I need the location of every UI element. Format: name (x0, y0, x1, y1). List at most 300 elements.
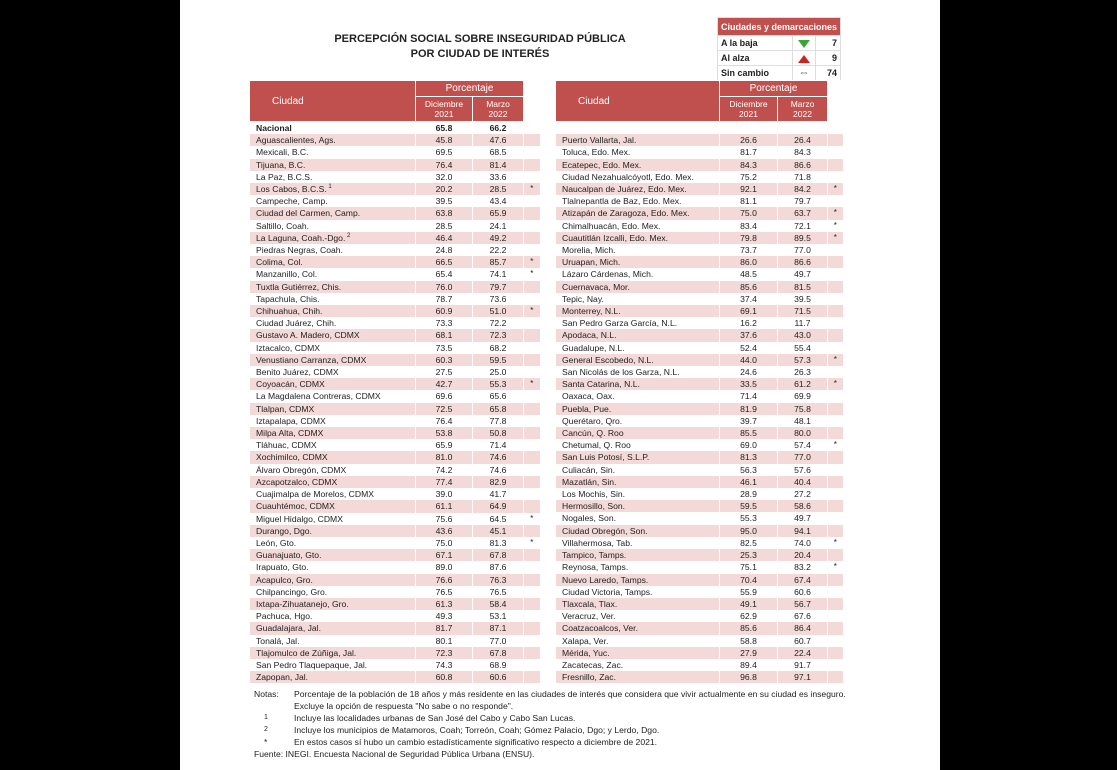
city-cell: Apodaca, N.L. (556, 329, 720, 341)
significance-mark (828, 586, 843, 598)
significance-mark (524, 439, 540, 451)
table-row (250, 171, 540, 183)
significance-mark (828, 525, 843, 537)
legend-row-down: A la baja 7 (718, 36, 841, 51)
significance-mark (524, 586, 540, 598)
march-value: 83.2 (778, 561, 828, 573)
table-row (250, 488, 540, 500)
march-value: 39.5 (778, 293, 828, 305)
significance-mark (524, 171, 540, 183)
march-value: 75.8 (778, 403, 828, 415)
december-value (720, 122, 778, 135)
march-value: 97.1 (778, 671, 828, 683)
city-cell: Iztapalapa, CDMX (250, 415, 416, 427)
table-row (556, 671, 843, 683)
table-row (250, 390, 540, 402)
notes-section (254, 688, 854, 760)
significance-mark (828, 134, 843, 146)
city-cell: Uruapan, Mich. (556, 256, 720, 268)
city-cell: Tijuana, B.C. (250, 159, 416, 171)
march-value: 53.1 (473, 610, 524, 622)
city-cell: Monterrey, N.L. (556, 305, 720, 317)
city-cell: Naucalpan de Juárez, Edo. Mex. (556, 183, 720, 195)
march-value: 81.3 (473, 537, 524, 549)
december-value: 76.5 (416, 586, 473, 598)
table-row (556, 293, 843, 305)
significance-mark (524, 500, 540, 512)
december-value: 72.3 (416, 647, 473, 659)
march-value: 77.0 (778, 451, 828, 463)
december-value: 75.0 (416, 537, 473, 549)
march-value: 43.4 (473, 195, 524, 207)
table-row (250, 378, 540, 390)
footnote-marker: 1 (326, 184, 332, 191)
table-row (250, 464, 540, 476)
table-row (250, 220, 540, 232)
table-row (556, 171, 843, 183)
december-value: 81.3 (720, 451, 778, 463)
city-cell: Zacatecas, Zac. (556, 659, 720, 671)
december-value: 48.5 (720, 268, 778, 280)
december-value: 62.9 (720, 610, 778, 622)
march-value: 43.0 (778, 329, 828, 341)
city-cell: San Nicolás de los Garza, N.L. (556, 366, 720, 378)
december-value: 16.2 (720, 317, 778, 329)
march-value: 89.5 (778, 232, 828, 244)
table-row (250, 256, 540, 268)
december-value: 77.4 (416, 476, 473, 488)
march-value: 49.7 (778, 268, 828, 280)
significance-mark (828, 415, 843, 427)
march-value: 50.8 (473, 427, 524, 439)
march-value: 28.5 (473, 183, 524, 195)
significance-mark (828, 293, 843, 305)
table-row (250, 354, 540, 366)
table-row (250, 647, 540, 659)
table-row (556, 281, 843, 293)
table-row (556, 464, 843, 476)
significance-mark (828, 671, 843, 683)
city-cell: Los Cabos, B.C.S. $^1$ (250, 183, 416, 195)
december-value: 71.4 (720, 390, 778, 402)
significance-mark (524, 451, 540, 463)
city-cell: Culiacán, Sin. (556, 464, 720, 476)
significance-mark (828, 512, 843, 524)
significance-mark (524, 122, 540, 135)
table-row (250, 195, 540, 207)
table-row (556, 622, 843, 634)
table-row (250, 366, 540, 378)
table-row (556, 488, 843, 500)
city-cell: San Pedro Garza García, N.L. (556, 317, 720, 329)
december-value: 65.9 (416, 439, 473, 451)
percent-header: Porcentaje (416, 81, 524, 97)
city-cell: Querétaro, Qro. (556, 415, 720, 427)
december-value: 76.4 (416, 415, 473, 427)
city-cell: Chilpancingo, Gro. (250, 586, 416, 598)
march-value: 63.7 (778, 207, 828, 219)
march-2022-header: Marzo 2022 (473, 97, 524, 122)
right-data-table (555, 80, 843, 683)
table-row (250, 622, 540, 634)
city-cell: Ixtapa-Zihuatanejo, Gro. (250, 598, 416, 610)
december-value: 27.9 (720, 647, 778, 659)
table-row (250, 427, 540, 439)
march-value: 67.8 (473, 647, 524, 659)
significance-mark (828, 244, 843, 256)
december-value: 37.6 (720, 329, 778, 341)
city-cell: San Luis Potosí, S.L.P. (556, 451, 720, 463)
march-value: 85.7 (473, 256, 524, 268)
december-value: 75.6 (416, 513, 473, 525)
march-value: 24.1 (473, 220, 524, 232)
march-value: 67.6 (778, 610, 828, 622)
city-cell (556, 122, 720, 135)
march-value: 77.0 (778, 244, 828, 256)
december-value: 60.8 (416, 671, 473, 683)
city-cell: Tonalá, Jal. (250, 635, 416, 647)
december-value: 75.2 (720, 171, 778, 183)
march-value: 87.6 (473, 561, 524, 573)
december-value: 81.0 (416, 451, 473, 463)
city-cell: Hermosillo, Son. (556, 500, 720, 512)
significance-mark (828, 647, 843, 659)
december-value: 61.1 (416, 500, 473, 512)
significance-mark (524, 488, 540, 500)
city-cell: Cancún, Q. Roo (556, 427, 720, 439)
table-row (556, 146, 843, 158)
city-cell: Cuauhtémoc, CDMX (250, 500, 416, 512)
city-cell: Xochimilco, CDMX (250, 451, 416, 463)
significance-mark (524, 281, 540, 293)
significance-mark (828, 598, 843, 610)
city-cell: Lázaro Cárdenas, Mich. (556, 268, 720, 280)
left-data-table (249, 80, 540, 683)
march-value: 56.7 (778, 598, 828, 610)
march-value: 26.4 (778, 134, 828, 146)
table-row (250, 268, 540, 280)
march-value: 55.3 (473, 378, 524, 390)
page-title: PERCEPCIÓN SOCIAL SOBRE INSEGURIDAD PÚBLICA POR CIUDAD DE INTERÉS (334, 33, 626, 60)
table-row (250, 281, 540, 293)
significance-mark (524, 561, 540, 573)
significance-mark (828, 403, 843, 415)
city-cell: Tlalpan, CDMX (250, 403, 416, 415)
significance-mark (524, 159, 540, 171)
significance-mark (828, 659, 843, 671)
table-row (556, 647, 843, 659)
table-row (556, 610, 843, 622)
march-value: 49.7 (778, 512, 828, 524)
december-value: 75.0 (720, 207, 778, 219)
march-value: 84.2 (778, 183, 828, 195)
december-value: 45.8 (416, 134, 473, 146)
december-value: 28.9 (720, 488, 778, 500)
table-row (250, 561, 540, 573)
significance-mark (828, 317, 843, 329)
significance-mark (524, 622, 540, 634)
city-cell: La Laguna, Coah.-Dgo. $^2$ (250, 232, 416, 244)
table-row (250, 549, 540, 561)
significance-mark: * (524, 268, 540, 280)
december-value: 81.7 (416, 622, 473, 634)
table-row (556, 635, 843, 647)
significance-mark (524, 195, 540, 207)
december-value: 61.3 (416, 598, 473, 610)
table-row (556, 403, 843, 415)
city-cell: Álvaro Obregón, CDMX (250, 464, 416, 476)
december-value: 86.0 (720, 256, 778, 268)
city-cell: Ecatepec, Edo. Mex. (556, 159, 720, 171)
december-value: 69.5 (416, 146, 473, 158)
table-row (250, 500, 540, 512)
march-value: 86.4 (778, 622, 828, 634)
significance-mark: * (524, 378, 540, 390)
significance-mark: * (524, 537, 540, 549)
december-value: 85.6 (720, 281, 778, 293)
city-cell: Manzanillo, Col. (250, 268, 416, 280)
march-value: 22.2 (473, 244, 524, 256)
march-value: 84.3 (778, 146, 828, 158)
march-value: 64.5 (473, 513, 524, 525)
table-row (250, 329, 540, 341)
city-cell: Fresnillo, Zac. (556, 671, 720, 683)
left-right-arrow-icon: ⇔ (798, 67, 810, 80)
city-cell: Santa Catarina, N.L. (556, 378, 720, 390)
march-value: 74.0 (778, 537, 828, 549)
march-2022-header: Marzo 2022 (778, 97, 828, 122)
table-row (250, 574, 540, 586)
significance-mark: * (828, 183, 843, 195)
table-row (556, 232, 843, 244)
march-value: 77.8 (473, 415, 524, 427)
city-cell: Campeche, Camp. (250, 195, 416, 207)
december-value: 65.4 (416, 268, 473, 280)
december-value: 49.3 (416, 610, 473, 622)
december-value: 95.0 (720, 525, 778, 537)
december-value: 74.3 (416, 659, 473, 671)
march-value: 74.6 (473, 464, 524, 476)
table-row (250, 659, 540, 671)
march-value: 72.2 (473, 317, 524, 329)
march-value: 67.8 (473, 549, 524, 561)
city-cell: Cuajimalpa de Morelos, CDMX (250, 488, 416, 500)
city-cell: La Magdalena Contreras, CDMX (250, 390, 416, 402)
march-value: 77.0 (473, 635, 524, 647)
table-row (250, 635, 540, 647)
city-cell: Villahermosa, Tab. (556, 537, 720, 549)
city-cell: Mérida, Yuc. (556, 647, 720, 659)
march-value: 41.7 (473, 488, 524, 500)
table-row (250, 122, 540, 135)
table-row (556, 183, 843, 195)
note-asterisk: * En estos casos sí hubo un cambio estadísticamente significativo respecto a diciembre de 2021. (264, 737, 658, 747)
table-row (250, 134, 540, 146)
legend-row-same: Sin cambio ⇔ 74 (718, 66, 841, 81)
december-value: 85.6 (720, 622, 778, 634)
december-value: 28.5 (416, 220, 473, 232)
march-value: 71.4 (473, 439, 524, 451)
city-cell: Nuevo Laredo, Tamps. (556, 574, 720, 586)
city-cell: Durango, Dgo. (250, 525, 416, 537)
december-value: 76.0 (416, 281, 473, 293)
table-row (556, 354, 843, 366)
significance-mark (828, 366, 843, 378)
city-cell: Ciudad Juárez, Chih. (250, 317, 416, 329)
note-1: 1 Incluye las localidades urbanas de San José del Cabo y Cabo San Lucas. (264, 713, 576, 723)
march-value: 69.9 (778, 390, 828, 402)
significance-mark (828, 635, 843, 647)
december-value: 79.8 (720, 232, 778, 244)
march-value: 65.8 (473, 403, 524, 415)
december-2021-header: Diciembre 2021 (720, 97, 778, 122)
city-cell: Tlajomulco de Zúñiga, Jal. (250, 647, 416, 659)
table-row (250, 513, 540, 525)
city-cell: Oaxaca, Oax. (556, 390, 720, 402)
march-value: 91.7 (778, 659, 828, 671)
city-cell: Irapuato, Gto. (250, 561, 416, 573)
march-value (778, 122, 828, 135)
table-row (556, 244, 843, 256)
march-value: 74.1 (473, 268, 524, 280)
march-value: 58.4 (473, 598, 524, 610)
december-value: 81.7 (720, 146, 778, 158)
city-cell: Veracruz, Ver. (556, 610, 720, 622)
table-row (556, 366, 843, 378)
table-row (250, 207, 540, 219)
significance-mark (524, 390, 540, 402)
march-value: 60.6 (778, 586, 828, 598)
table-row (556, 659, 843, 671)
significance-mark (524, 403, 540, 415)
march-value: 68.9 (473, 659, 524, 671)
table-row (250, 403, 540, 415)
march-value: 59.5 (473, 354, 524, 366)
significance-mark (524, 146, 540, 158)
table-row (556, 195, 843, 207)
city-cell: Coatzacoalcos, Ver. (556, 622, 720, 634)
table-row (250, 159, 540, 171)
city-cell: Xalapa, Ver. (556, 635, 720, 647)
city-cell: Saltillo, Coah. (250, 220, 416, 232)
significance-mark (524, 598, 540, 610)
significance-mark: * (524, 183, 540, 195)
march-value: 20.4 (778, 549, 828, 561)
march-value: 73.6 (473, 293, 524, 305)
city-cell: Tuxtla Gutiérrez, Chis. (250, 281, 416, 293)
significance-mark (524, 659, 540, 671)
table-row (556, 574, 843, 586)
significance-mark (524, 342, 540, 354)
significance-mark: * (828, 207, 843, 219)
table-row (250, 183, 540, 195)
december-value: 92.1 (720, 183, 778, 195)
december-value: 32.0 (416, 171, 473, 183)
december-value: 60.9 (416, 305, 473, 317)
city-cell: Tlaxcala, Tlax. (556, 598, 720, 610)
significance-mark (524, 317, 540, 329)
december-value: 63.8 (416, 207, 473, 219)
significance-mark: * (828, 354, 843, 366)
significance-mark (524, 647, 540, 659)
table-row (250, 317, 540, 329)
december-value: 44.0 (720, 354, 778, 366)
table-row (556, 415, 843, 427)
december-value: 73.5 (416, 342, 473, 354)
table-row (250, 476, 540, 488)
significance-mark: * (524, 305, 540, 317)
table-row (250, 232, 540, 244)
significance-mark (828, 146, 843, 158)
march-value: 67.4 (778, 574, 828, 586)
significance-mark (524, 220, 540, 232)
march-value: 48.1 (778, 415, 828, 427)
significance-mark (828, 329, 843, 341)
city-cell: Tláhuac, CDMX (250, 439, 416, 451)
december-value: 75.1 (720, 561, 778, 573)
december-value: 46.1 (720, 476, 778, 488)
table-row (556, 525, 843, 537)
table-row (250, 537, 540, 549)
significance-mark (524, 464, 540, 476)
table-row (556, 549, 843, 561)
city-cell: Guadalupe, N.L. (556, 342, 720, 354)
december-value: 69.6 (416, 390, 473, 402)
city-cell: Atizapán de Zaragoza, Edo. Mex. (556, 207, 720, 219)
city-cell: Morelia, Mich. (556, 244, 720, 256)
march-value: 81.4 (473, 159, 524, 171)
city-cell: Iztacalco, CDMX (250, 342, 416, 354)
significance-mark (828, 427, 843, 439)
table-row (556, 134, 843, 146)
march-value: 65.6 (473, 390, 524, 402)
december-value: 20.2 (416, 183, 473, 195)
table-row (556, 378, 843, 390)
march-value: 45.1 (473, 525, 524, 537)
significance-mark (524, 329, 540, 341)
city-cell: Azcapotzalco, CDMX (250, 476, 416, 488)
city-cell: Reynosa, Tamps. (556, 561, 720, 573)
significance-mark (524, 635, 540, 647)
city-cell: Acapulco, Gro. (250, 574, 416, 586)
december-value: 69.0 (720, 439, 778, 451)
significance-mark (828, 574, 843, 586)
table-row (250, 293, 540, 305)
march-value: 82.9 (473, 476, 524, 488)
march-value: 11.7 (778, 317, 828, 329)
significance-mark (828, 122, 843, 135)
march-value: 79.7 (473, 281, 524, 293)
december-value: 96.8 (720, 671, 778, 683)
march-value: 79.7 (778, 195, 828, 207)
significance-mark (524, 366, 540, 378)
december-value: 25.3 (720, 549, 778, 561)
december-value: 43.6 (416, 525, 473, 537)
city-header: Ciudad (250, 81, 416, 122)
december-value: 37.4 (720, 293, 778, 305)
december-value: 33.5 (720, 378, 778, 390)
march-value: 61.2 (778, 378, 828, 390)
table-row (556, 586, 843, 598)
december-value: 58.8 (720, 635, 778, 647)
significance-mark: * (524, 513, 540, 525)
city-cell: Ciudad Nezahualcóyotl, Edo. Mex. (556, 171, 720, 183)
table-row (556, 598, 843, 610)
table-row (250, 244, 540, 256)
table-row (556, 305, 843, 317)
march-value: 68.5 (473, 146, 524, 158)
significance-mark (524, 232, 540, 244)
